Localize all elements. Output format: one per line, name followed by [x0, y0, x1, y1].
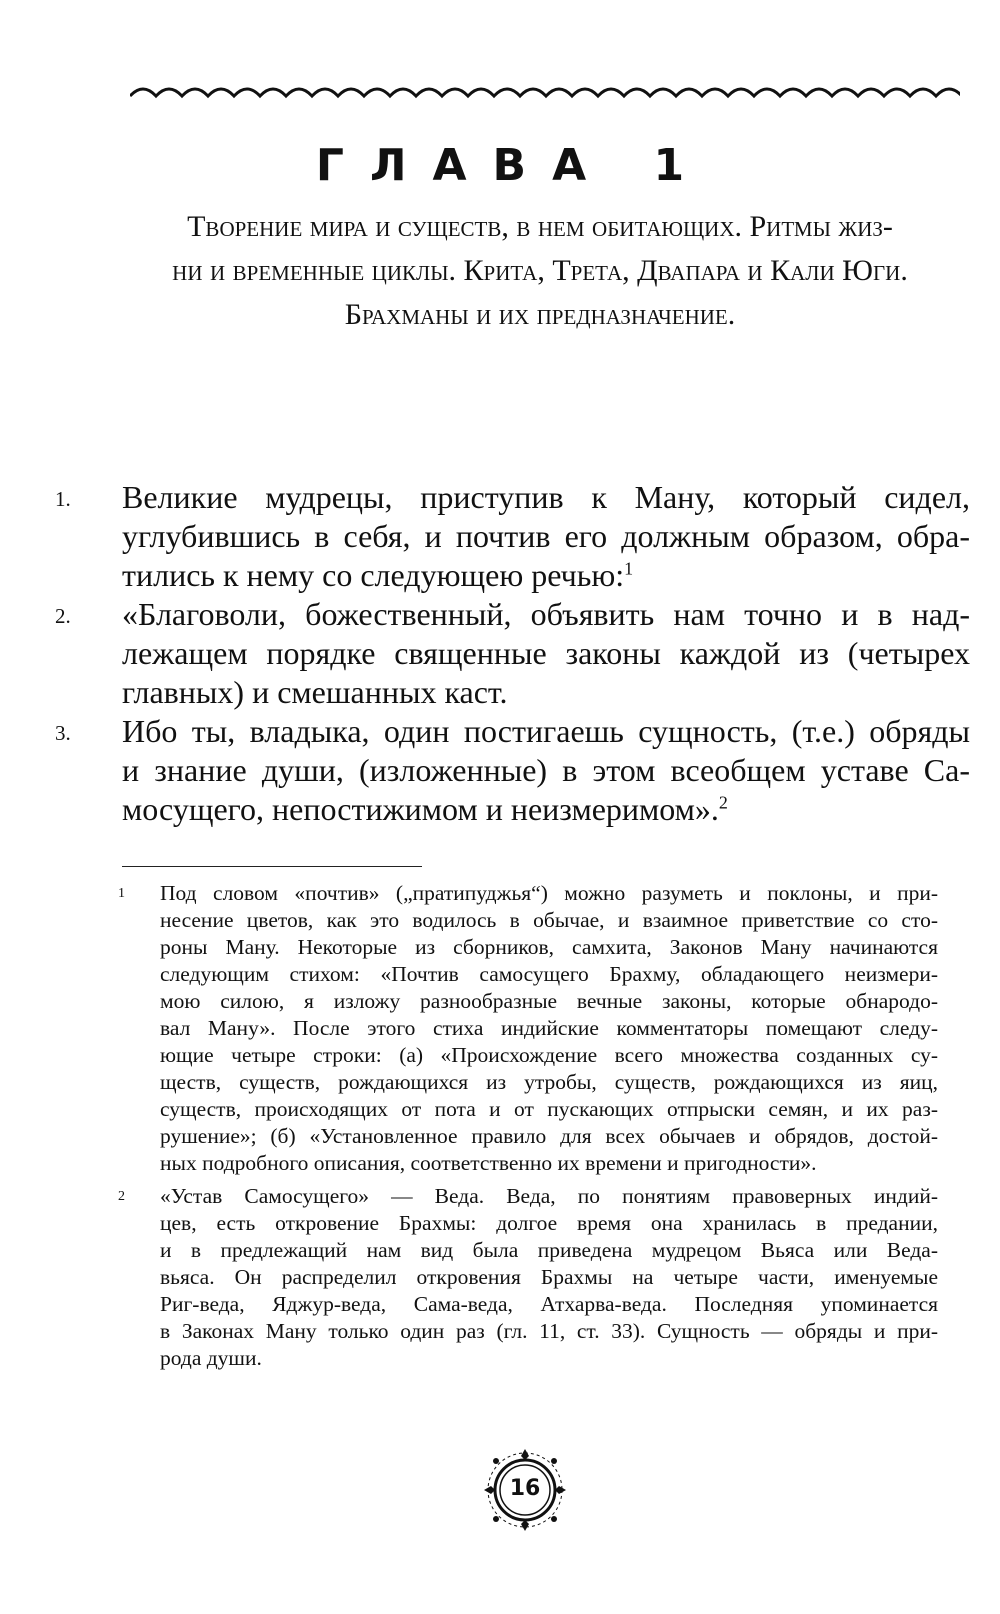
verse-line — [122, 790, 970, 829]
verse-3 — [55, 712, 970, 829]
footnote-line: рушение»; (б) «Установленное правило для всех обычаев и обрядов, достой- — [160, 1124, 938, 1148]
verse-number: 1. — [55, 487, 71, 511]
verse-line: главных) и смешанных каст. — [122, 674, 508, 710]
footnote-line: ющие четыре строки: (а) «Происхождение всего множества созданных су- — [160, 1043, 938, 1067]
footnote-line: в Законах Ману только один раз (гл. 11, ст. 33). Сущность — обряды и при- — [160, 1319, 938, 1343]
verse-line: углубившись в себя, и почтив его должным образом, обра- — [122, 518, 970, 554]
footnote-number: 1 — [118, 886, 125, 901]
footnote-line: ществ, существ, рождающихся из утробы, существ, рождающихся из яиц, — [160, 1070, 938, 1094]
summary-line: ни и временные циклы. Крита, Трета, Двапара и Кали Юги. — [172, 254, 908, 287]
chapter-summary — [100, 205, 980, 337]
verse-line: Ибо ты, владыка, один постигаешь сущность, (т.е.) обряды — [122, 713, 970, 749]
footnote-ref[interactable]: 1 — [624, 558, 634, 579]
chapter-title: ГЛАВА 1 — [315, 140, 711, 191]
verse-line-text: мосущего, непостижимом и неизмеримом». — [122, 791, 719, 827]
verse-line: «Благоволи, божественный, объявить нам точно и в над- — [122, 596, 970, 632]
verse-line: и знание души, (изложенные) в этом всеобщем уставе Са- — [122, 752, 970, 788]
footnote-line: существ, происходящих от пота и от пускающих отпрыски семян, и их раз- — [160, 1097, 938, 1121]
footnote-2 — [118, 1183, 938, 1372]
footnote-line: цев, есть откровение Брахмы: долгое время она хранилась в предании, — [160, 1211, 938, 1235]
footnote-line: роны Ману. Некоторые из сборников, самхита, Законов Ману начинаются — [160, 935, 938, 959]
summary-line: Творение мира и существ, в нем обитающих. Ритмы жиз- — [187, 210, 893, 243]
verse-number: 3. — [55, 721, 71, 745]
footnote-line: «Устав Самосущего» — Веда. Веда, по понятиям правоверных индий- — [160, 1184, 938, 1208]
verse-list — [55, 478, 970, 829]
footnote-line: и в предлежащий нам вид была приведена мудрецом Вьяса или Веда- — [160, 1238, 938, 1262]
verse-number: 2. — [55, 604, 71, 628]
decorative-wave-divider — [130, 80, 960, 108]
footnote-divider — [122, 866, 422, 867]
verse-line: лежащем порядке священные законы каждой из (четырех — [122, 635, 970, 671]
footnote-line: Риг-веда, Яджур-веда, Сама-веда, Атхарва-веда. Последняя упоминается — [160, 1292, 938, 1316]
footnote-line: мою силою, я изложу разнообразные вечные законы, которые обнародо- — [160, 989, 938, 1013]
footnote-line: Под словом «почтив» („пратипуджья“) можно разуметь и поклоны, и при- — [160, 881, 938, 905]
verse-line — [122, 556, 970, 595]
summary-line: Брахманы и их предназначение. — [344, 298, 736, 331]
page-number: 16 — [509, 1476, 541, 1501]
verse-1 — [55, 478, 970, 595]
verse-line-text: тились к нему со следующею речью: — [122, 557, 625, 593]
footnote-line: несение цветов, как это водилось в обычае, и взаимное приветствие со сто- — [160, 908, 938, 932]
footnote-line: рода души. — [160, 1346, 262, 1370]
footnote-1 — [118, 880, 938, 1177]
verse-2 — [55, 595, 970, 712]
footnote-line: ных подробного описания, соответственно их времени и пригодности». — [160, 1151, 817, 1175]
footnote-ref[interactable]: 2 — [718, 792, 728, 813]
footnote-number: 2 — [118, 1189, 125, 1204]
footnote-list — [118, 880, 938, 1378]
footnote-line: следующим стихом: «Почтив самосущего Брахму, обладающего неизмери- — [160, 962, 938, 986]
footnote-line: вьяса. Он распределил откровения Брахмы на четыре части, именуемые — [160, 1265, 938, 1289]
footnote-line: вал Ману». После этого стиха индийские комментаторы помещают следу- — [160, 1016, 938, 1040]
verse-line: Великие мудрецы, приступив к Ману, который сидел, — [122, 479, 970, 515]
